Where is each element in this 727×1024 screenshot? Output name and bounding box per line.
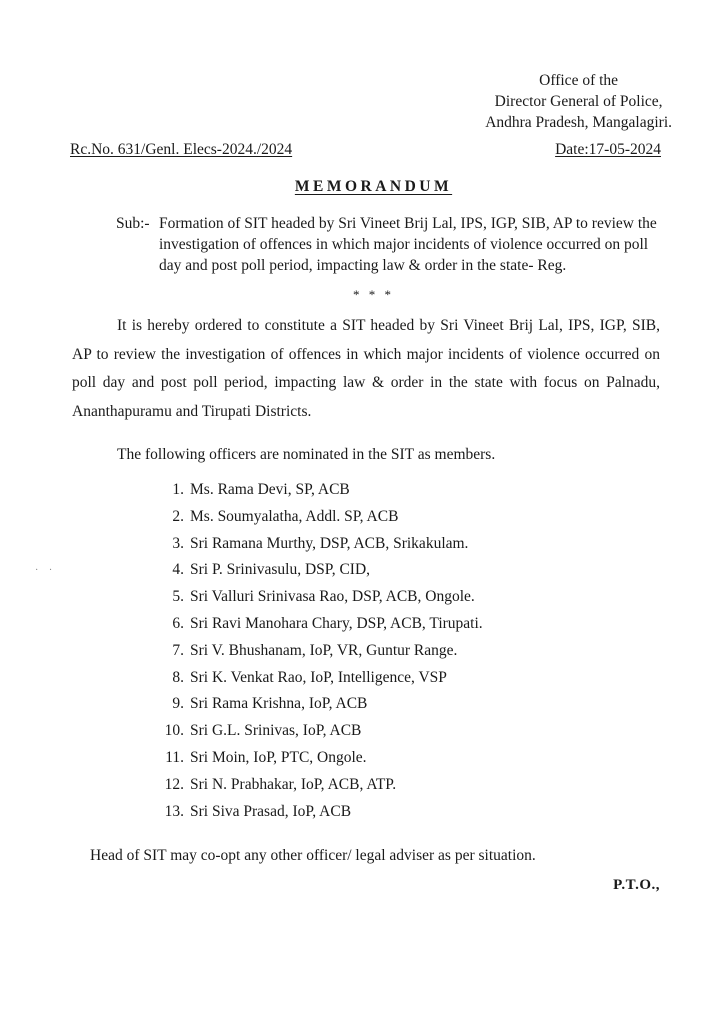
member-name: Sri Valluri Srinivasa Rao, DSP, ACB, Ongole. xyxy=(190,588,475,606)
memo-date: Date:17-05-2024 xyxy=(555,141,661,158)
member-name: Sri N. Prabhakar, IoP, ACB, ATP. xyxy=(190,775,397,793)
list-item xyxy=(162,614,483,641)
member-name: Sri Ravi Manohara Chary, DSP, ACB, Tirupati. xyxy=(190,614,483,632)
item-number: 3. xyxy=(172,534,184,552)
member-name: Ms. Soumyalatha, Addl. SP, ACB xyxy=(190,507,399,525)
list-item xyxy=(162,668,483,695)
member-name: Sri Moin, IoP, PTC, Ongole. xyxy=(190,748,367,766)
item-number: 5. xyxy=(172,588,184,606)
item-number: 2. xyxy=(172,507,184,525)
separator: * * * xyxy=(353,287,394,302)
subject-text: Formation of SIT headed by Sri Vineet Brij Lal, IPS, IGP, SIB, AP to review the investigation of offences in which major incidents of violence occurred on poll day and post poll period, impacting law & order in the state- Reg. xyxy=(159,215,657,274)
item-number: 12. xyxy=(164,775,184,793)
item-number: 9. xyxy=(172,695,184,713)
subject-block xyxy=(116,213,676,276)
member-name: Sri G.L. Srinivas, IoP, ACB xyxy=(190,722,362,740)
member-name: Sri K. Venkat Rao, IoP, Intelligence, VSP xyxy=(190,668,447,686)
reference-row xyxy=(70,141,661,159)
list-item xyxy=(162,587,483,614)
office-line: Director General of Police, xyxy=(494,93,663,110)
members-intro: The following officers are nominated in the SIT as members. xyxy=(117,446,496,463)
list-item xyxy=(162,802,483,829)
item-number: 11. xyxy=(165,748,184,766)
members-list xyxy=(162,480,483,828)
item-number: 13. xyxy=(164,802,184,820)
list-item xyxy=(162,560,483,587)
list-item xyxy=(162,534,483,561)
subject-label: Sub:- xyxy=(116,215,150,232)
member-name: Sri Ramana Murthy, DSP, ACB, Srikakulam. xyxy=(190,534,469,552)
member-name: Sri Siva Prasad, IoP, ACB xyxy=(190,802,352,820)
list-item xyxy=(162,641,483,668)
page-turn-over: P.T.O., xyxy=(613,877,660,893)
item-number: 10. xyxy=(164,722,184,740)
item-number: 1. xyxy=(172,481,184,498)
item-number: 7. xyxy=(172,641,184,659)
office-line: Office of the xyxy=(539,72,619,89)
list-item xyxy=(162,748,483,775)
list-item xyxy=(162,507,483,534)
item-number: 4. xyxy=(172,561,184,579)
member-name: Ms. Rama Devi, SP, ACB xyxy=(190,481,350,498)
member-name: Sri P. Srinivasulu, DSP, CID, xyxy=(190,561,371,579)
list-item xyxy=(162,721,483,748)
member-name: Sri Rama Krishna, IoP, ACB xyxy=(190,695,368,713)
office-address xyxy=(485,70,672,133)
item-number: 6. xyxy=(172,614,184,632)
order-paragraph: It is hereby ordered to constitute a SIT headed by Sri Vineet Brij Lal, IPS, IGP, SIB, AP to review the investigation of offences in which major incidents of violence occurred on poll day and post poll period, impacting law & order in the state with focus on Palnadu, Ananthapuramu and Tirupati Districts. xyxy=(72,317,660,420)
list-item xyxy=(162,694,483,721)
list-item xyxy=(162,480,483,507)
list-item xyxy=(162,775,483,802)
office-line: Andhra Pradesh, Mangalagiri. xyxy=(485,114,672,131)
reference-number: Rc.No. 631/Genl. Elecs-2024./2024 xyxy=(70,141,293,158)
closing-note: Head of SIT may co-opt any other officer/ legal adviser as per situation. xyxy=(90,847,536,864)
item-number: 8. xyxy=(172,668,184,686)
document-title: MEMORANDUM xyxy=(294,178,453,195)
member-name: Sri V. Bhushanam, IoP, VR, Guntur Range. xyxy=(190,641,458,659)
scan-speck: · · xyxy=(35,565,57,576)
